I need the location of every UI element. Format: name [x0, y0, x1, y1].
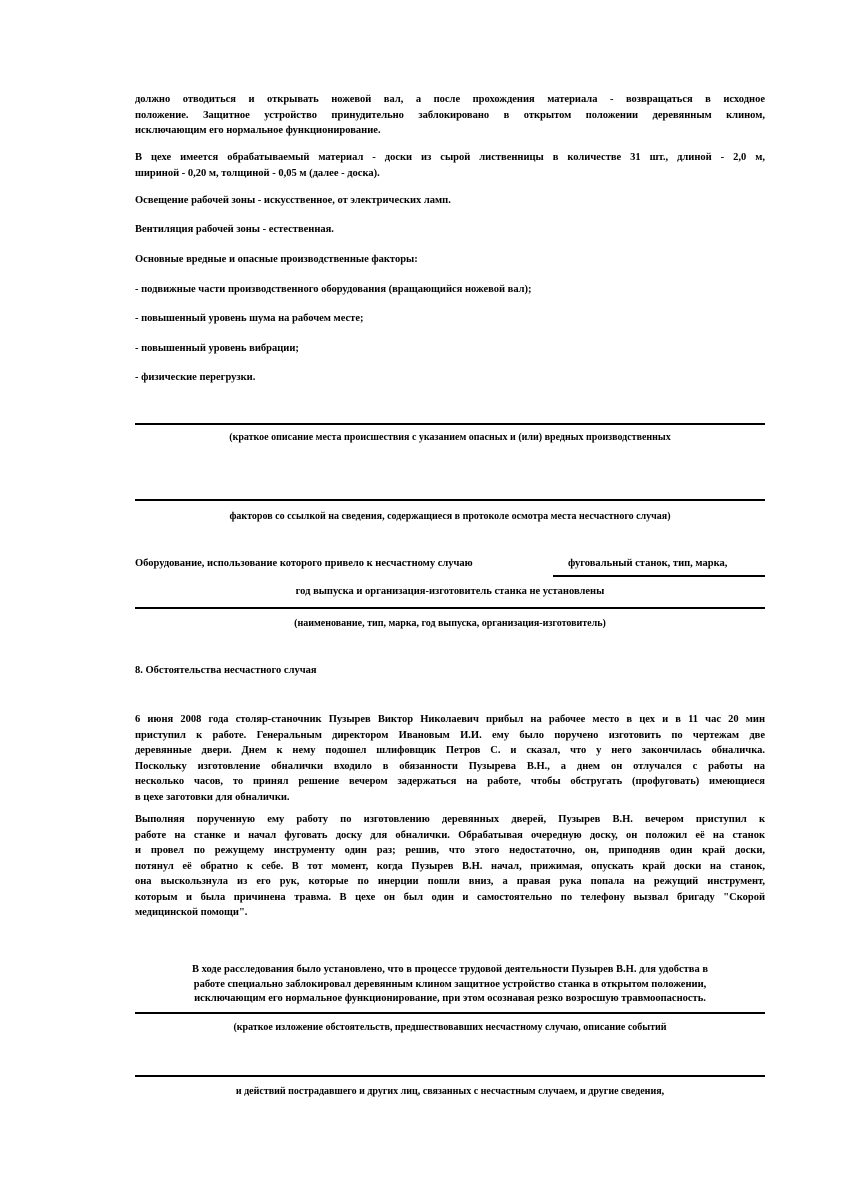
- text-line: несколько часов, то принял решение вечером задержаться на работе, чтобы обстругать (профуговать) имеющиеся: [135, 776, 765, 787]
- ventilation-text: Вентиляция рабочей зоны - естественная.: [135, 224, 334, 235]
- section-title: 8. Обстоятельства несчастного случая: [135, 665, 317, 676]
- divider-line: [135, 423, 765, 425]
- equipment-value-line1: фуговальный станок, тип, марка,: [568, 558, 728, 569]
- factors-heading: Основные вредные и опасные производственные факторы:: [135, 254, 418, 265]
- caption-circumstances-line2: и действий пострадавшего и других лиц, связанных с несчастным случаем, и другие сведения,: [235, 1086, 665, 1097]
- text-line: которым и была причинена травма. В цехе он был один и самостоятельно по телефону вызвал бригаду "Скорой: [135, 891, 765, 903]
- text-line: исключающим его нормальное функционирование, при этом осознавая резко возросшую травмоопасность.: [194, 993, 706, 1004]
- divider-line: [553, 575, 765, 577]
- text-line: в цехе заготовки для обналички.: [135, 791, 290, 803]
- factor-item: - повышенный уровень шума на рабочем месте;: [135, 313, 364, 324]
- divider-line: [135, 607, 765, 609]
- text-line: и провел по режущему инструменту один раз; решив, что этого недостаточно, он, приподняв один край доски,: [135, 845, 765, 856]
- divider-line: [135, 499, 765, 501]
- text-line: приступил к работе. Генеральным директором Ивановым И.И. ему было поручено изготовить по чертежам две: [135, 729, 765, 741]
- text-line: положение. Защитное устройство принудительно заблокировано в открытом положении деревянным клином,: [135, 109, 765, 121]
- caption-place-line1: (краткое описание места происшествия с указанием опасных и (или) вредных производственных: [229, 432, 671, 443]
- equipment-caption: (наименование, тип, марка, год выпуска, организация-изготовитель): [294, 618, 606, 629]
- factor-item: - подвижные части производственного оборудования (вращающийся ножевой вал);: [135, 284, 532, 295]
- intro-paragraph: [135, 92, 765, 139]
- text-line: В цехе имеется обрабатываемый материал - доски из сырой лиственницы в количестве 31 шт., длиной - 2,0 м,: [135, 152, 765, 163]
- text-line: 6 июня 2008 года столяр-станочник Пузырев Виктор Николаевич прибыл на рабочее место в цех и в 11 час 20 мин: [135, 714, 765, 725]
- text-line: Поскольку изготовление обналички входило в обязанности Пузырева В.Н., а днем он отлучался с работы на: [135, 760, 765, 772]
- circumstances-paragraph-1: [135, 712, 765, 805]
- equipment-label: Оборудование, использование которого привело к несчастному случаю: [135, 558, 473, 569]
- text-line: В ходе расследования было установлено, что в процессе трудовой деятельности Пузырев В.Н. для удобства в: [191, 964, 709, 975]
- text-line: исключающим его нормальное функционирование.: [135, 125, 381, 136]
- factor-item: - повышенный уровень вибрации;: [135, 343, 299, 354]
- text-line: работе на станке и начал фуговать доску для обналички. Обрабатывая очередную доску, он положил её на станок: [135, 829, 765, 841]
- text-line: шириной - 0,20 м, толщиной - 0,05 м (далее - доска).: [135, 167, 380, 179]
- text-line: потянул её обратно к себе. В тот момент, когда Пузырев В.Н. начал, прижимая, опускать край доски на станок,: [135, 860, 765, 872]
- circumstances-paragraph-2: [135, 812, 765, 921]
- lighting-text: Освещение рабочей зоны - искусственное, от электрических ламп.: [135, 195, 451, 206]
- material-paragraph: [135, 150, 765, 181]
- divider-line: [135, 1075, 765, 1077]
- caption-place-line2: факторов со ссылкой на сведения, содержащиеся в протоколе осмотра места несчастного случая): [229, 511, 671, 522]
- equipment-value-line2: год выпуска и организация-изготовитель станка не установлены: [295, 586, 605, 597]
- text-line: Выполняя порученную ему работу по изготовлению деревянных дверей, Пузырев В.Н. вечером приступил к: [135, 814, 765, 825]
- text-line: работе специально заблокировал деревянным клином защитное устройство станка в открытом положении,: [193, 978, 707, 990]
- text-line: медицинской помощи".: [135, 907, 248, 918]
- text-line: должно отводиться и открывать ножевой вал, а после прохождения материала - возвращаться в исходное: [135, 94, 765, 105]
- text-line: она выскользнула из его рук, которые по инерции пошли вниз, а правая рука попала на режущий инструмент,: [135, 876, 765, 887]
- investigation-block: [135, 963, 765, 1007]
- factor-item: - физические перегрузки.: [135, 372, 256, 383]
- text-line: деревянные двери. Днем к нему подошел шлифовщик Петров С. и сказал, что у него закончилась обналичка.: [135, 745, 765, 756]
- divider-line: [135, 1012, 765, 1014]
- caption-circumstances-line1: (краткое изложение обстоятельств, предшествовавших несчастному случаю, описание событий: [233, 1022, 667, 1033]
